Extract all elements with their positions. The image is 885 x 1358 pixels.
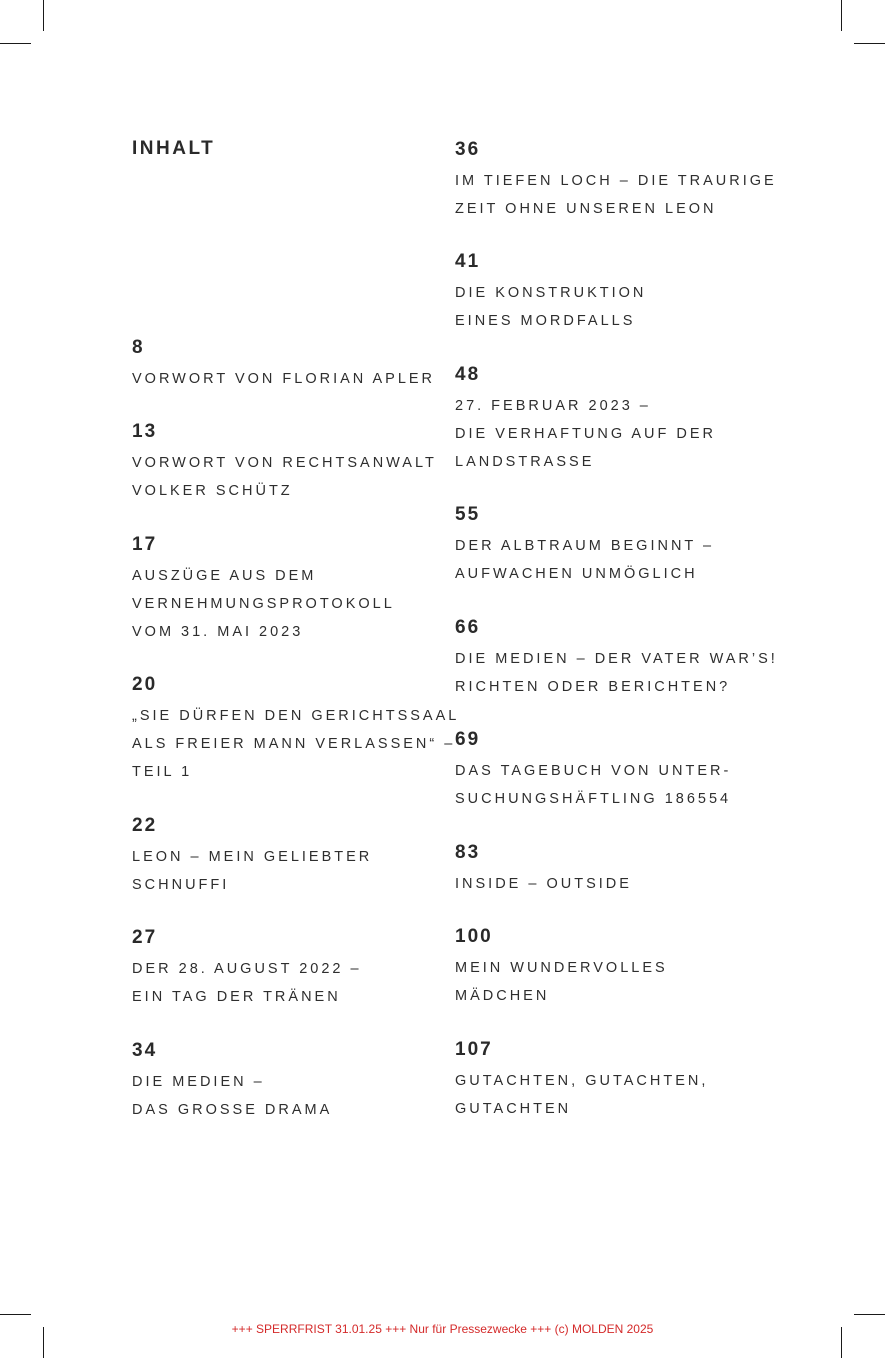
toc-page-number: 66: [455, 617, 481, 638]
toc-entry-title-line: MEIN WUNDERVOLLES: [455, 960, 668, 976]
crop-mark-bottom-left-horizontal: [0, 1314, 31, 1315]
toc-page-number: 36: [455, 139, 481, 160]
toc-entry: [455, 1039, 775, 1123]
toc-page-number: 48: [455, 364, 481, 385]
crop-mark-bottom-right-horizontal: [854, 1314, 885, 1315]
toc-entry: [132, 674, 460, 786]
toc-page-number: 34: [132, 1040, 158, 1061]
toc-entry: [132, 421, 452, 505]
crop-mark-top-right-vertical: [841, 0, 842, 31]
toc-entry-title-line: EINES MORDFALLS: [455, 313, 636, 329]
toc-entry: [455, 926, 775, 1010]
toc-entry-title-line: TEIL 1: [132, 764, 193, 780]
toc-entry-title-line: INSIDE – OUTSIDE: [455, 876, 632, 892]
toc-entry: [132, 337, 452, 393]
toc-entry-title-line: AUFWACHEN UNMÖGLICH: [455, 566, 698, 582]
toc-entry-title-line: IM TIEFEN LOCH – DIE TRAURIGE: [455, 173, 777, 189]
toc-entry-title-line: LEON – MEIN GELIEBTER: [132, 849, 373, 865]
toc-page-number: 27: [132, 927, 158, 948]
toc-entry-title-line: VORWORT VON FLORIAN APLER: [132, 371, 436, 387]
toc-page-number: 107: [455, 1039, 493, 1060]
toc-entry: [455, 842, 775, 898]
toc-page-number: 17: [132, 534, 158, 555]
toc-entry: [455, 364, 775, 476]
toc-entry-title-line: DER 28. AUGUST 2022 –: [132, 961, 362, 977]
toc-heading: INHALT: [132, 138, 216, 159]
toc-entry-title-line: ZEIT OHNE UNSEREN LEON: [455, 201, 717, 217]
toc-entry-title-line: ALS FREIER MANN VERLASSEN“ –: [132, 736, 456, 752]
toc-entry-title-line: MÄDCHEN: [455, 988, 550, 1004]
toc-entry-title-line: „SIE DÜRFEN DEN GERICHTSSAAL: [132, 708, 460, 724]
toc-entry: [455, 251, 775, 335]
toc-entry-title-line: LANDSTRASSE: [455, 454, 595, 470]
toc-entry-title-line: VORWORT VON RECHTSANWALT: [132, 455, 437, 471]
toc-page-number: 41: [455, 251, 481, 272]
toc-entry-title-line: DIE KONSTRUKTION: [455, 285, 647, 301]
toc-entry-title-line: DER ALBTRAUM BEGINNT –: [455, 538, 715, 554]
toc-entry: [455, 729, 775, 813]
toc-entry-title-line: DIE MEDIEN – DER VATER WAR’S!: [455, 651, 778, 667]
toc-entry-title-line: DAS GROSSE DRAMA: [132, 1102, 333, 1118]
toc-page-number: 100: [455, 926, 493, 947]
toc-page-number: 55: [455, 504, 481, 525]
toc-entry-title-line: GUTACHTEN: [455, 1101, 572, 1117]
toc-entry-title-line: SUCHUNGSHÄFTLING 186554: [455, 791, 732, 807]
toc-page-number: 22: [132, 815, 158, 836]
toc-page-number: 13: [132, 421, 158, 442]
toc-entry: [455, 504, 775, 588]
toc-entry-title-line: SCHNUFFI: [132, 877, 230, 893]
toc-entry-title-line: DAS TAGEBUCH VON UNTER-: [455, 763, 732, 779]
toc-entry: [132, 927, 452, 1011]
toc-entry-title-line: GUTACHTEN, GUTACHTEN,: [455, 1073, 709, 1089]
toc-entry: [132, 815, 452, 899]
toc-entry: [455, 617, 778, 701]
toc-entry-title-line: VERNEHMUNGSPROTOKOLL: [132, 596, 395, 612]
toc-page-number: 69: [455, 729, 481, 750]
crop-mark-top-right-horizontal: [854, 43, 885, 44]
toc-page-number: 8: [132, 337, 145, 358]
toc-entry-title-line: EIN TAG DER TRÄNEN: [132, 989, 341, 1005]
crop-mark-top-left-vertical: [43, 0, 44, 31]
toc-entry-title-line: RICHTEN ODER BERICHTEN?: [455, 679, 731, 695]
toc-entry: [132, 1040, 452, 1124]
crop-mark-top-left-horizontal: [0, 43, 31, 44]
toc-entry-title-line: DIE MEDIEN –: [132, 1074, 265, 1090]
toc-entry-title-line: AUSZÜGE AUS DEM: [132, 568, 317, 584]
toc-entry-title-line: VOM 31. MAI 2023: [132, 624, 304, 640]
toc-entry: [132, 534, 452, 646]
toc-entry: [455, 139, 775, 223]
embargo-notice: +++ SPERRFRIST 31.01.25 +++ Nur für Pressezwecke +++ (c) MOLDEN 2025: [231, 1322, 654, 1336]
toc-entry-title-line: VOLKER SCHÜTZ: [132, 483, 293, 499]
toc-page-number: 20: [132, 674, 158, 695]
toc-page-number: 83: [455, 842, 481, 863]
toc-entry-title-line: DIE VERHAFTUNG AUF DER: [455, 426, 716, 442]
toc-entry-title-line: 27. FEBRUAR 2023 –: [455, 398, 651, 414]
